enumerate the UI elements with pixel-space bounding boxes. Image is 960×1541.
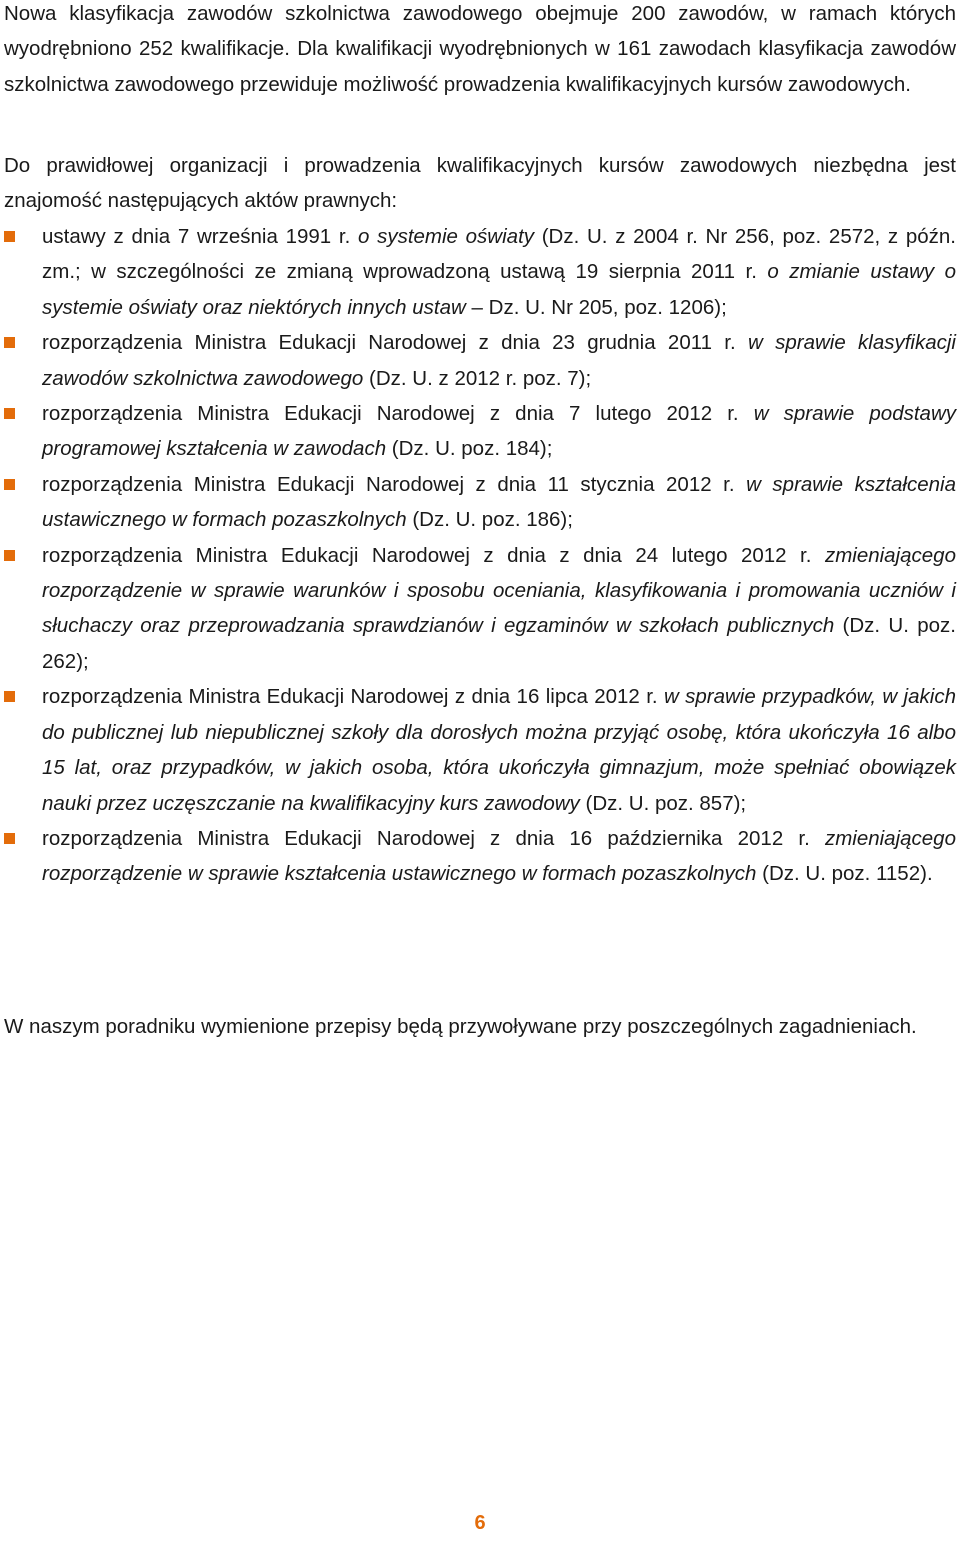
act-text: rozporządzenia Ministra Edukacji Narodowej z dnia z dnia 24 lutego 2012 r.: [42, 543, 825, 567]
square-bullet-icon: [4, 691, 15, 702]
square-bullet-icon: [4, 337, 15, 348]
square-bullet-icon: [4, 833, 15, 844]
legal-acts-list: [0, 219, 956, 892]
page-number: 6: [474, 1512, 486, 1534]
square-bullet-icon: [4, 479, 15, 490]
act-title: w sprawie przypadków, w jakich do publicznej lub niepublicznej szkoły dla dorosłych można przyjąć osobę, która ukończyła 16 albo 15 lat, oraz przypadków, w jakich osoba, która ukończyła gimnazjum, może spełniać obowiązek nauki przez uczęszczanie na kwalifikacyjny kurs zawodowy: [42, 685, 956, 815]
act-reference: (Dz. U. poz. 184);: [386, 437, 553, 461]
act-text: rozporządzenia Ministra Edukacji Narodowej z dnia 7 lutego 2012 r.: [42, 402, 754, 426]
list-item: [0, 219, 956, 325]
act-text: rozporządzenia Ministra Edukacji Narodowej z dnia 23 grudnia 2011 r.: [42, 331, 748, 355]
act-title: w sprawie podstawy programowej kształcenia w zawodach: [42, 402, 956, 461]
act-title: w sprawie kształcenia ustawicznego w formach pozaszkolnych: [42, 472, 956, 532]
act-reference: (Dz. U. poz. 262);: [42, 614, 956, 673]
act-text: rozporządzenia Ministra Edukacji Narodowej z dnia 16 października 2012 r.: [42, 826, 825, 850]
act-reference-secondary: – Dz. U. Nr 205, poz. 1206);: [465, 295, 727, 319]
act-title: w sprawie klasyfikacji zawodów szkolnictwa zawodowego: [42, 331, 956, 390]
list-item: [0, 821, 956, 892]
list-item: [0, 325, 956, 396]
list-item: [0, 396, 956, 467]
act-text: ustawy z dnia 7 września 1991 r.: [42, 225, 358, 248]
act-reference: (Dz. U. z 2004 r. Nr 256, poz. 2572, z późn. zm.; w szczególności ze zmianą wprowadzoną ustawą 19 sierpnia 2011 r.: [42, 225, 957, 284]
square-bullet-icon: [4, 408, 15, 419]
act-text: rozporządzenia Ministra Edukacji Narodowej z dnia 11 stycznia 2012 r.: [42, 472, 747, 496]
lead-paragraph: Do prawidłowej organizacji i prowadzenia kwalifikacyjnych kursów zawodowych niezbędna jest znajomość następujących aktów prawnych:: [4, 154, 956, 213]
act-text: rozporządzenia Ministra Edukacji Narodowej z dnia 16 lipca 2012 r.: [42, 685, 664, 709]
list-item: [0, 679, 956, 821]
act-reference: (Dz. U. poz. 186);: [406, 508, 573, 532]
act-reference: (Dz. U. poz. 1152).: [756, 862, 933, 886]
act-title-secondary: o zmianie ustawy o systemie oświaty oraz niektórych innych ustaw: [42, 260, 956, 319]
act-title: zmieniającego rozporządzenie w sprawie warunków i sposobu oceniania, klasyfikowania i promowania uczniów i słuchaczy oraz przeprowadzania sprawdzianów i egzaminów w szkołach publicznych: [42, 543, 956, 638]
list-item: [0, 538, 956, 680]
act-reference: (Dz. U. z 2012 r. poz. 7);: [363, 366, 592, 390]
list-item: [0, 467, 956, 538]
act-title: o systemie oświaty: [357, 225, 535, 248]
closing-paragraph: W naszym poradniku wymienione przepisy będą przywoływane przy poszczególnych zagadnieniach.: [4, 1015, 917, 1038]
act-reference: (Dz. U. poz. 857);: [579, 791, 747, 815]
intro-paragraph: Nowa klasyfikacja zawodów szkolnictwa zawodowego obejmuje 200 zawodów, w ramach których wyodrębniono 252 kwalifikacje. Dla kwalifikacji wyodrębnionych w 161 zawodach klasyfikacja zawodów szkolnictwa zawodowego przewiduje możliwość prowadzenia kwalifikacyjnych kursów zawodowych.: [4, 2, 956, 96]
act-title: zmieniającego rozporządzenie w sprawie kształcenia ustawicznego w formach pozaszkolnych: [42, 826, 956, 886]
square-bullet-icon: [4, 231, 15, 242]
square-bullet-icon: [4, 550, 15, 561]
